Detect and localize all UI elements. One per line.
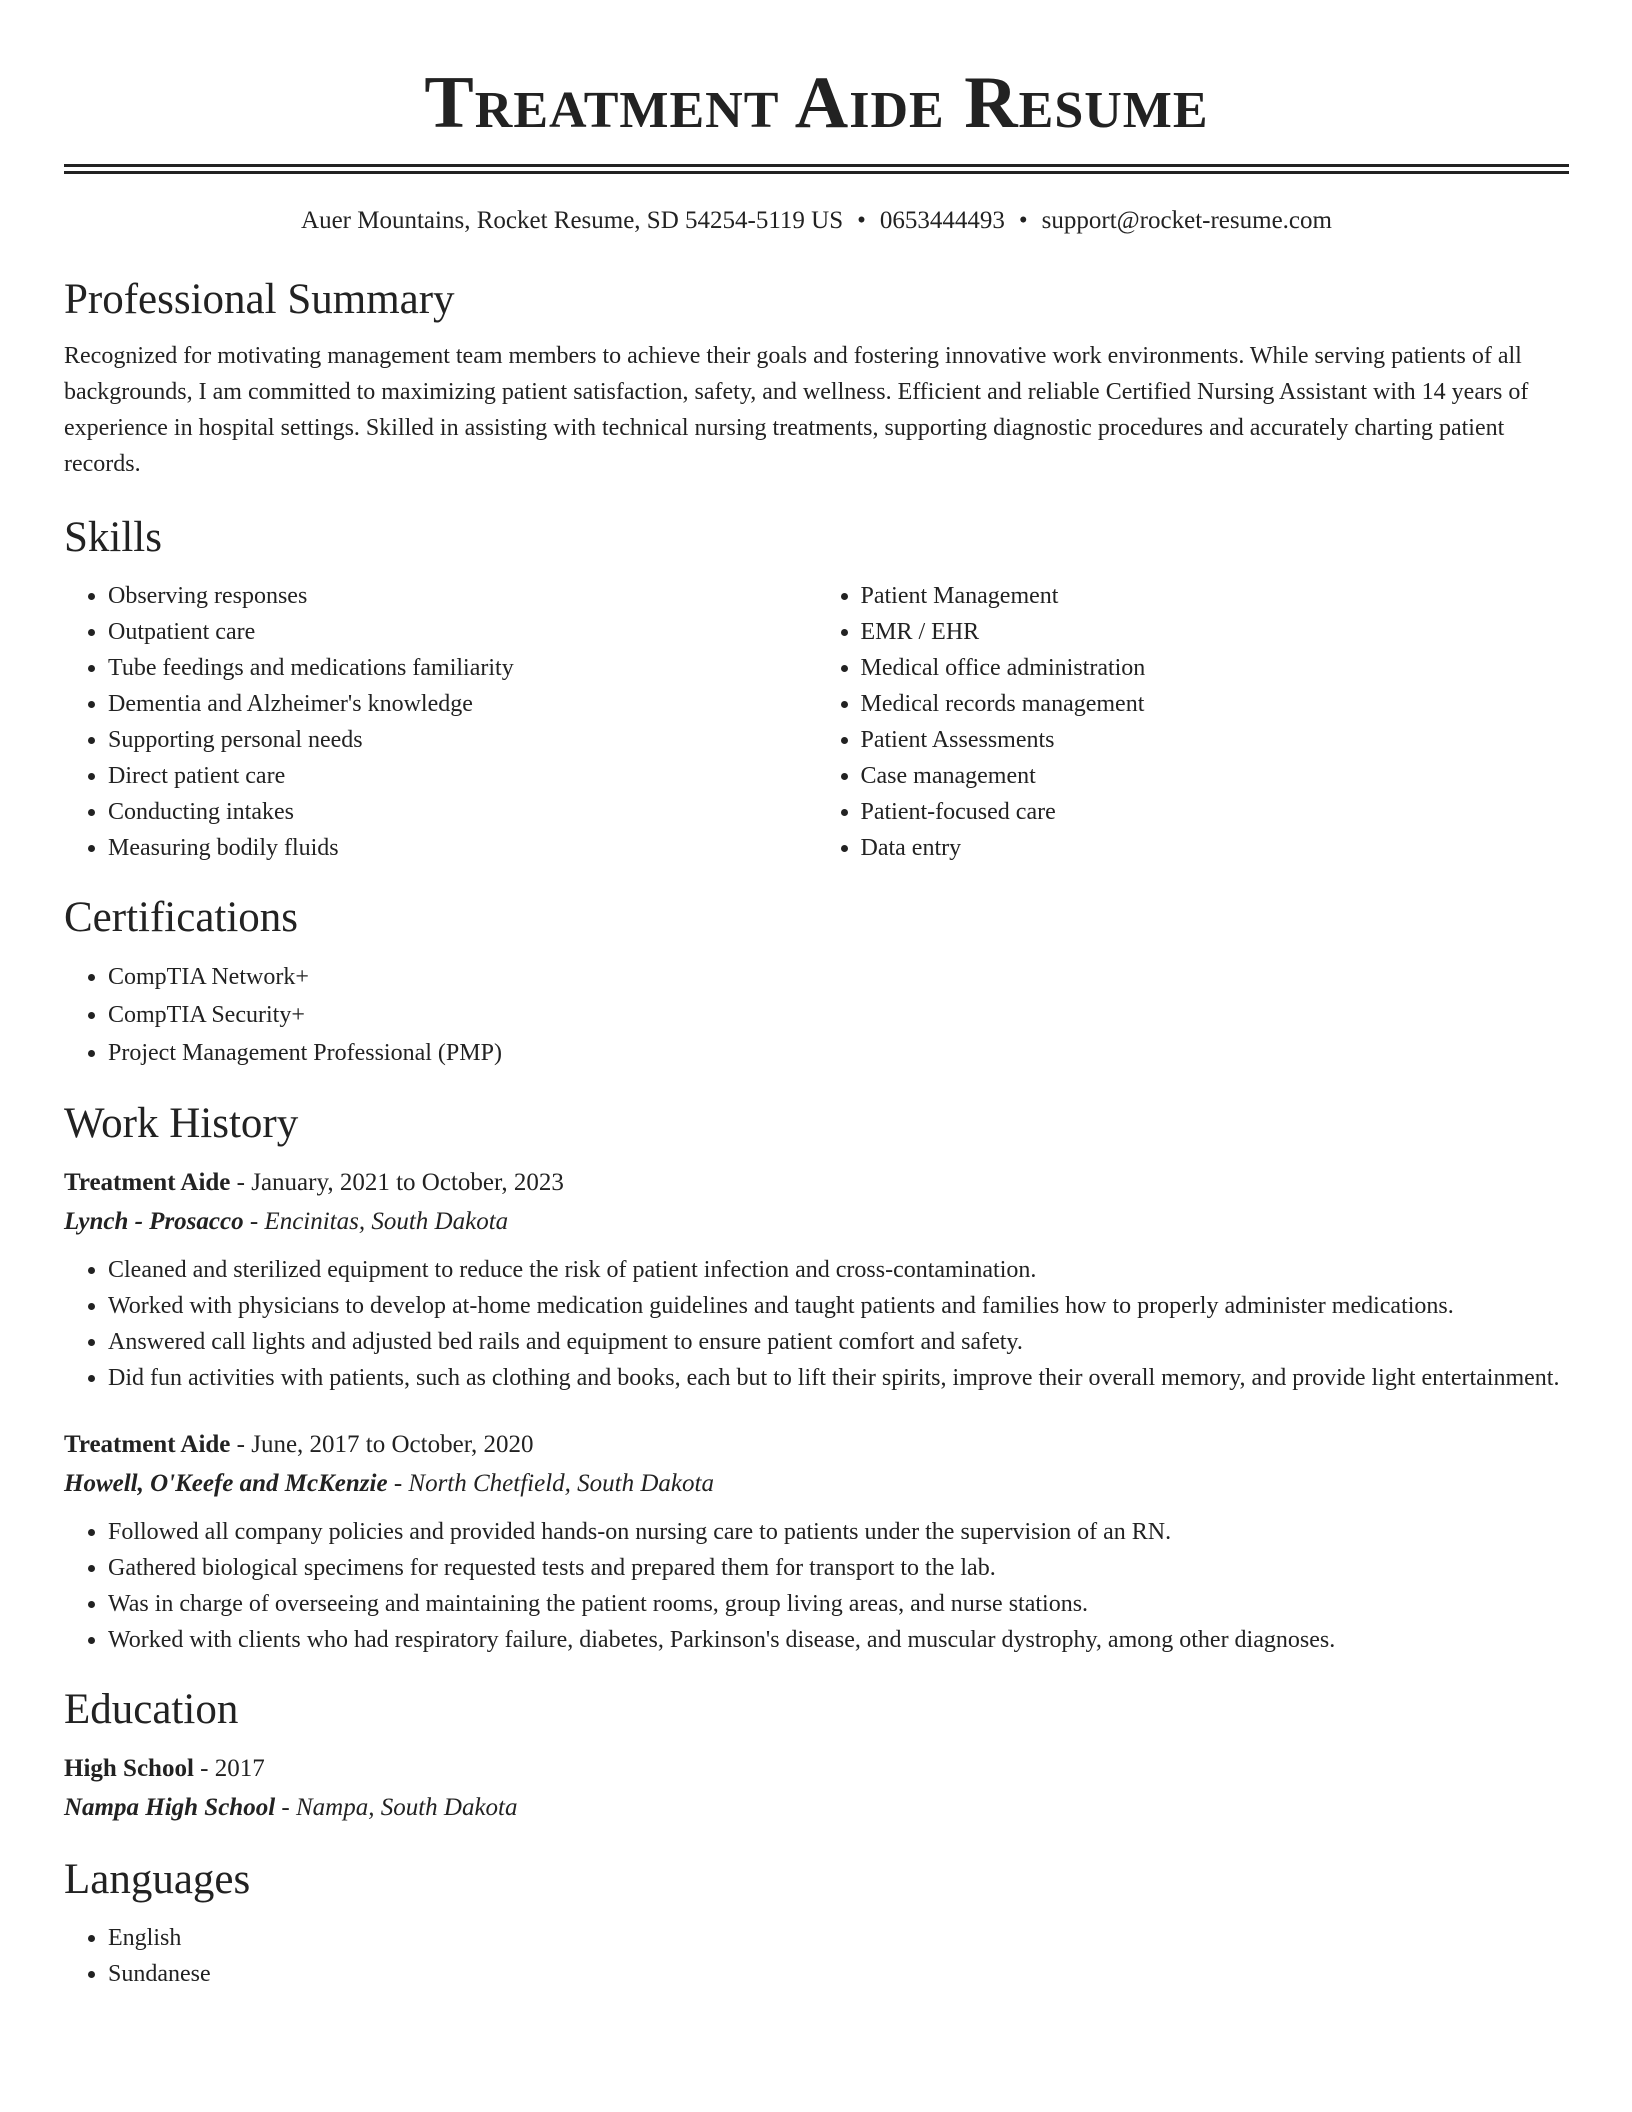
skill-item: • Tube feedings and medications familiarity: [108, 650, 817, 686]
job-bullet: • Worked with clients who had respiratory failure, diabetes, Parkinson's disease, and muscular dystrophy, among other diagnoses.: [108, 1622, 1569, 1658]
job-title: Treatment Aide: [64, 1431, 231, 1458]
language-item: • Sundanese: [108, 1956, 1569, 1992]
job-bullet: • Gathered biological specimens for requested tests and prepared them for transport to the lab.: [108, 1550, 1569, 1586]
education-degree-line: [64, 1750, 1569, 1788]
job-location: - Encinitas, South Dakota: [243, 1208, 509, 1235]
certification-item: • CompTIA Network+: [108, 958, 1569, 996]
skill-item: • Case management: [861, 758, 1570, 794]
contact-separator: •: [1018, 207, 1028, 234]
resume-title: Treatment Aide Resume: [424, 62, 1209, 144]
job-company-line: [64, 1464, 1569, 1504]
summary-heading: Professional Summary: [64, 276, 455, 323]
skills-list-left: [64, 578, 817, 866]
certifications-list: [64, 958, 1569, 1072]
education-school: Nampa High School: [64, 1794, 276, 1821]
job-bullet: • Cleaned and sterilized equipment to reduce the risk of patient infection and cross-contamination.: [108, 1252, 1569, 1288]
job-bullet: • Did fun activities with patients, such as clothing and books, each but to lift their spirits, improve their overall memory, and provide light entertainment.: [108, 1360, 1569, 1396]
work-history-heading: Work History: [64, 1100, 299, 1147]
education-school-line: [64, 1788, 1569, 1828]
job-dates: - January, 2021 to October, 2023: [230, 1169, 564, 1196]
skill-item: • Patient Management: [861, 578, 1570, 614]
certification-item: • Project Management Professional (PMP): [108, 1034, 1569, 1072]
education-heading: Education: [64, 1686, 239, 1733]
skill-item: • Direct patient care: [108, 758, 817, 794]
languages-section: [64, 1854, 1569, 1992]
job-bullet: • Was in charge of overseeing and maintaining the patient rooms, group living areas, and nurse stations.: [108, 1586, 1569, 1622]
title-divider: [64, 164, 1569, 174]
education-degree: High School: [64, 1755, 194, 1782]
education-entry: [64, 1750, 1569, 1828]
skill-item: • Measuring bodily fluids: [108, 830, 817, 866]
skill-item: • Observing responses: [108, 578, 817, 614]
certifications-heading: Certifications: [64, 894, 299, 941]
summary-section: [64, 274, 1569, 482]
job-bullet: • Worked with physicians to develop at-home medication guidelines and taught patients and families how to properly administer medications.: [108, 1288, 1569, 1324]
skills-list-right: [817, 578, 1570, 866]
contact-email: support@rocket-resume.com: [1041, 207, 1332, 234]
skill-item: • Patient-focused care: [861, 794, 1570, 830]
job-entry: [64, 1426, 1569, 1658]
contact-line: [64, 205, 1569, 237]
language-item: • English: [108, 1920, 1569, 1956]
job-company: Howell, O'Keefe and McKenzie: [64, 1470, 388, 1497]
languages-list: [64, 1920, 1569, 1992]
work-history-section: [64, 1098, 1569, 1658]
job-bullets: [64, 1514, 1569, 1658]
skill-item: • Patient Assessments: [861, 722, 1570, 758]
job-title: Treatment Aide: [64, 1169, 231, 1196]
job-dates: - June, 2017 to October, 2020: [230, 1431, 534, 1458]
job-title-line: [64, 1164, 1569, 1202]
skill-item: • Conducting intakes: [108, 794, 817, 830]
job-bullet: • Followed all company policies and provided hands-on nursing care to patients under the supervision of an RN.: [108, 1514, 1569, 1550]
education-section: [64, 1684, 1569, 1828]
job-entry: [64, 1164, 1569, 1396]
skill-item: • Medical office administration: [861, 650, 1570, 686]
skills-columns: [64, 578, 1569, 866]
education-location: - Nampa, South Dakota: [275, 1794, 518, 1821]
job-location: - North Chetfield, South Dakota: [387, 1470, 714, 1497]
job-bullets: [64, 1252, 1569, 1396]
skills-section: [64, 512, 1569, 866]
certifications-section: [64, 892, 1569, 1072]
skill-item: • Medical records management: [861, 686, 1570, 722]
languages-heading: Languages: [64, 1856, 251, 1903]
contact-phone: 0653444493: [879, 207, 1005, 234]
job-title-line: [64, 1426, 1569, 1464]
skill-item: • Outpatient care: [108, 614, 817, 650]
job-company-line: [64, 1202, 1569, 1242]
education-year: - 2017: [193, 1755, 265, 1782]
contact-address: Auer Mountains, Rocket Resume, SD 54254-5119 US: [301, 207, 844, 234]
certification-item: • CompTIA Security+: [108, 996, 1569, 1034]
job-bullet: • Answered call lights and adjusted bed rails and equipment to ensure patient comfort and safety.: [108, 1324, 1569, 1360]
skill-item: • EMR / EHR: [861, 614, 1570, 650]
resume-page: [64, 0, 1569, 1992]
skills-heading: Skills: [64, 514, 162, 561]
skill-item: • Dementia and Alzheimer's knowledge: [108, 686, 817, 722]
skill-item: • Supporting personal needs: [108, 722, 817, 758]
skill-item: • Data entry: [861, 830, 1570, 866]
summary-text: Recognized for motivating management team members to achieve their goals and fostering innovative work environments. While serving patients of all backgrounds, I am committed to maximizing patient satisfaction, safety, and wellness. Efficient and reliable Certified Nursing Assistant with 14 years of experience in hospital settings. Skilled in assisting with technical nursing treatments, supporting diagnostic procedures and accurately charting patient records.: [64, 343, 1529, 477]
contact-separator: •: [857, 207, 866, 234]
job-company: Lynch - Prosacco: [64, 1208, 244, 1235]
